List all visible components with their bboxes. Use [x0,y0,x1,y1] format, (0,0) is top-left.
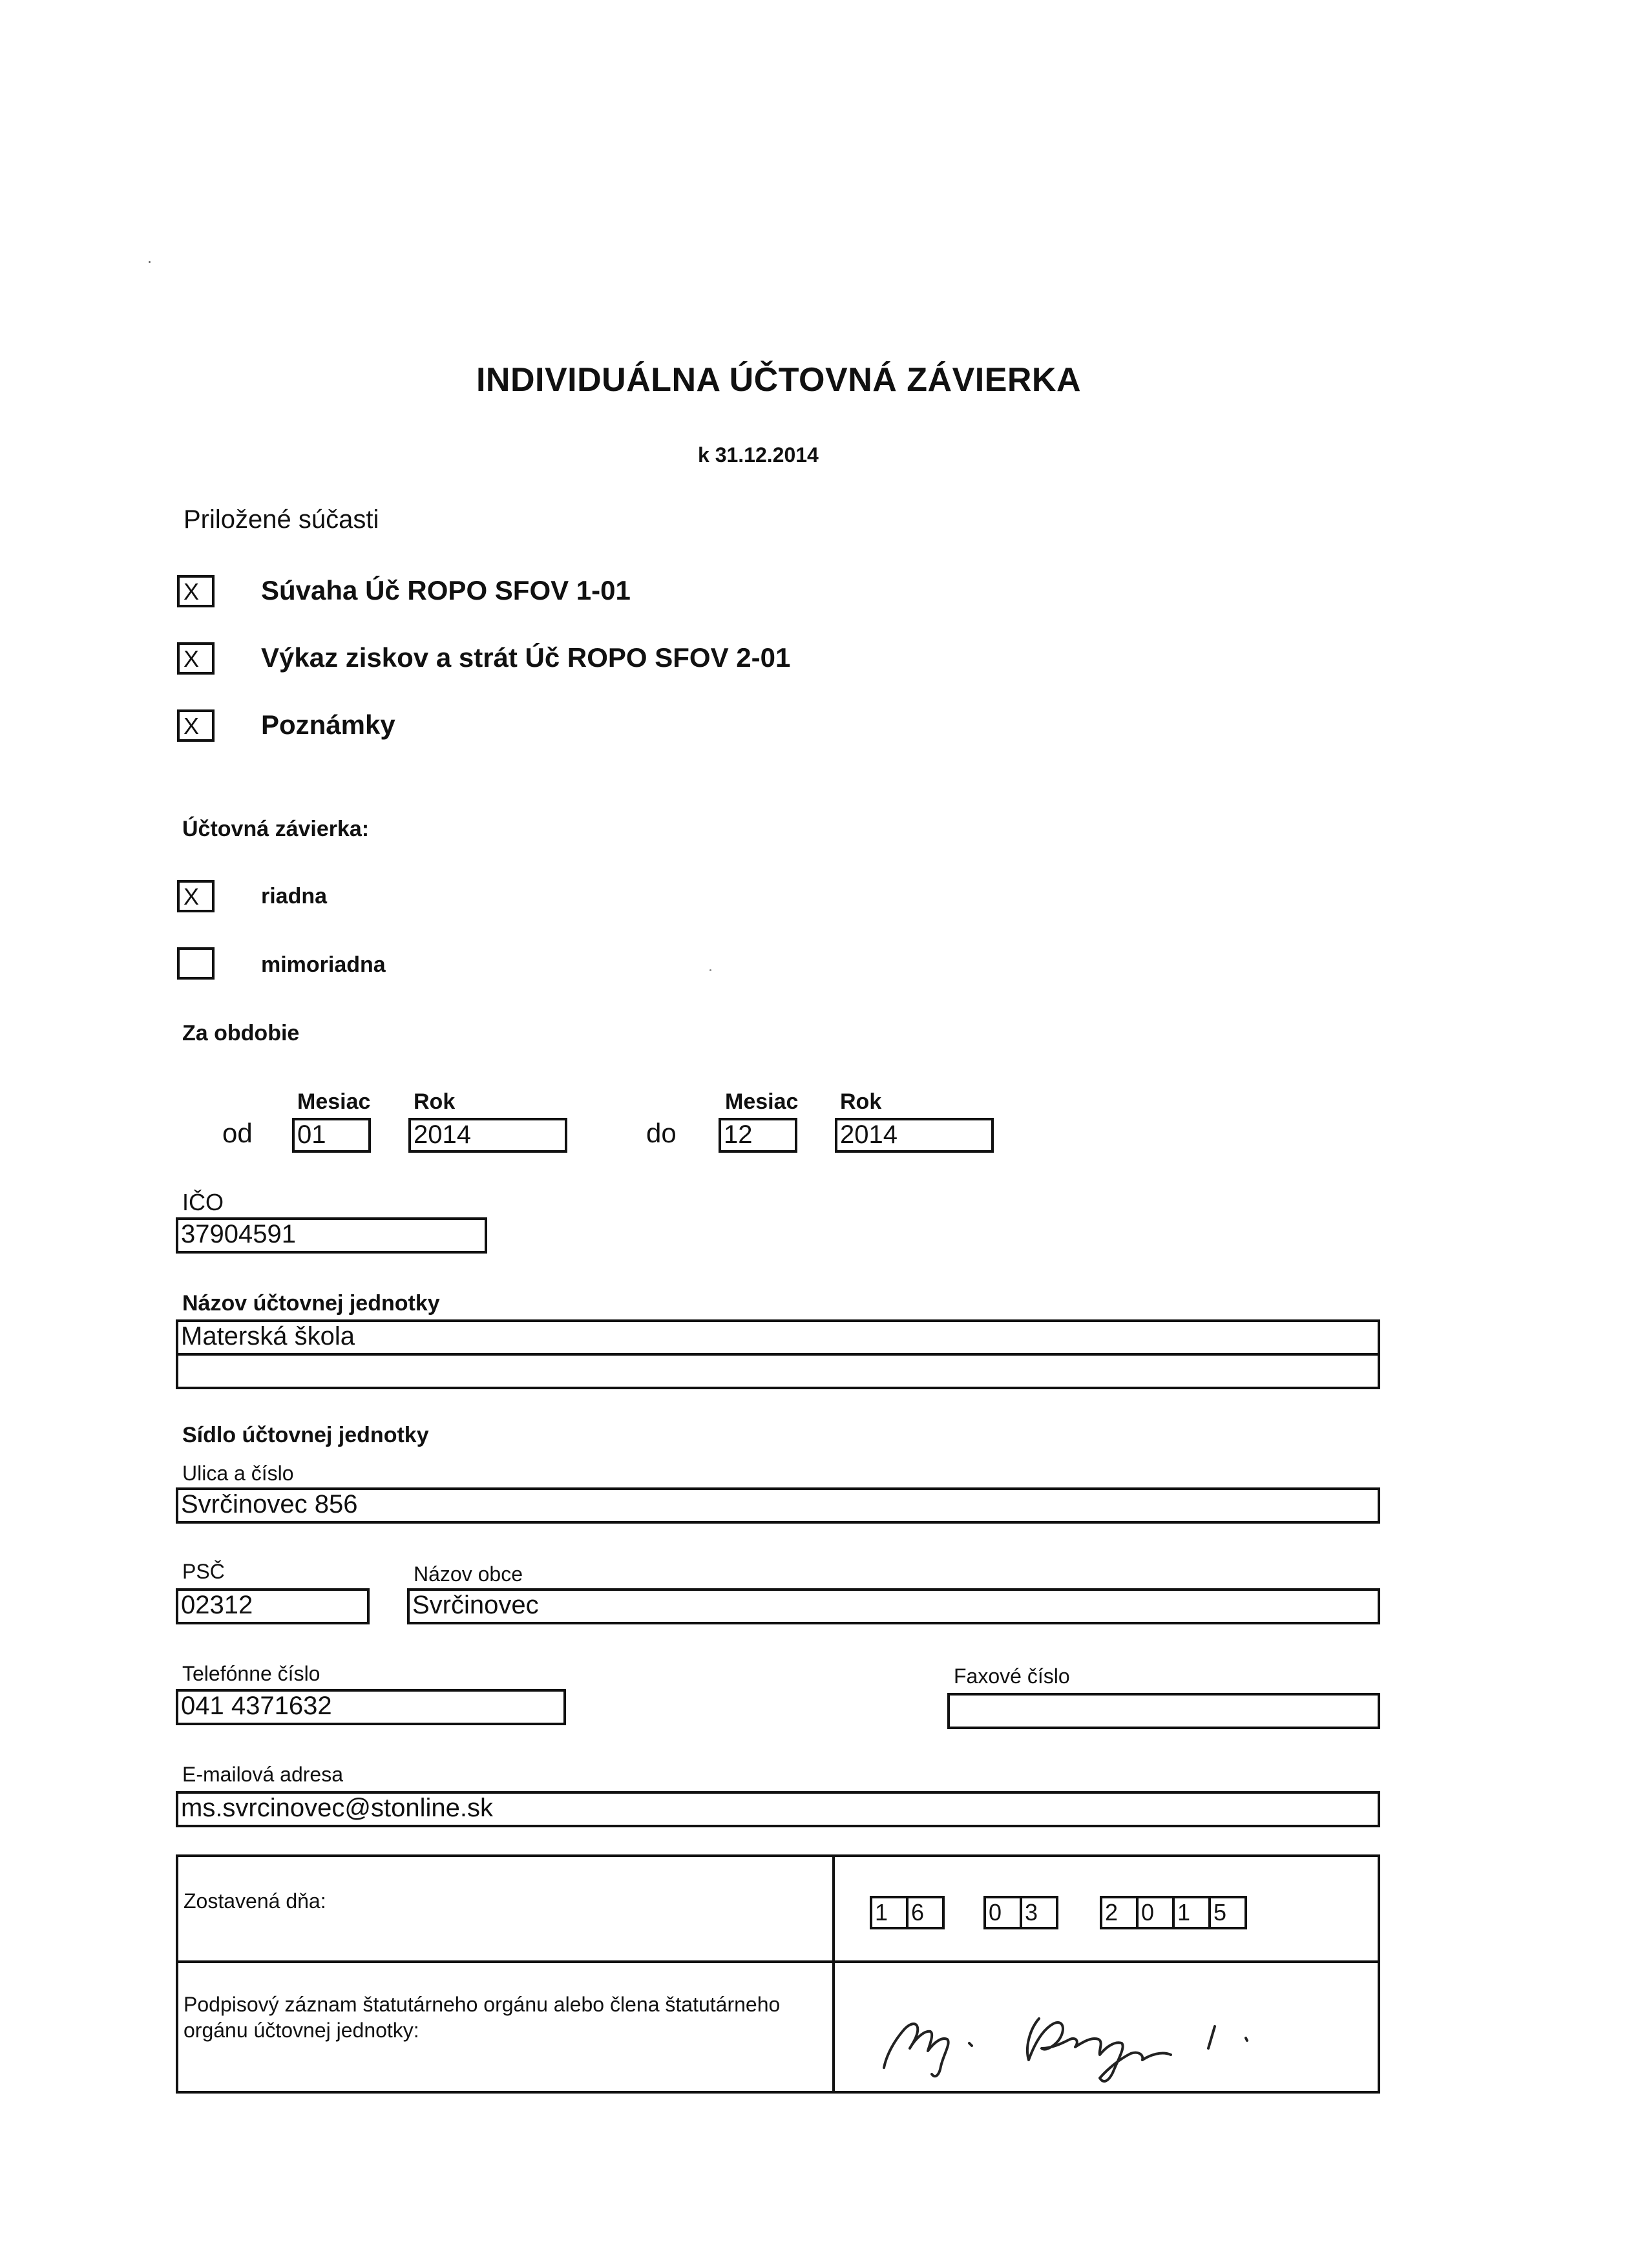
attachment-label-vykaz: Výkaz ziskov a strát Úč ROPO SFOV 2-01 [261,642,791,673]
handwritten-signature [872,1984,1273,2087]
compiled-year-digit-4[interactable]: 5 [1208,1896,1247,1929]
email-label: E-mailová adresa [182,1763,343,1786]
to-month-label: Mesiac [725,1089,799,1114]
compiled-month-digit-2[interactable]: 3 [1020,1896,1058,1929]
phone-field[interactable]: 041 4371632 [176,1689,566,1725]
document-date: k 31.12.2014 [698,443,819,467]
scan-speck [709,969,711,971]
phone-label: Telefónne číslo [182,1662,320,1685]
compiled-day-digit-1[interactable]: 1 [870,1896,909,1929]
compiled-month-digit-1[interactable]: 0 [983,1896,1022,1929]
statement-label-mimoriadna: mimoriadna [261,952,386,977]
address-section-label: Sídlo účtovnej jednotky [182,1423,429,1447]
fax-field[interactable] [947,1693,1380,1729]
statement-label-riadna: riadna [261,884,328,908]
unit-name-line2-field[interactable] [176,1353,1380,1389]
compiled-year-digit-3[interactable]: 1 [1172,1896,1211,1929]
attachment-label-suvaha: Súvaha Úč ROPO SFOV 1-01 [261,575,631,605]
zip-label: PSČ [182,1560,225,1583]
ico-field[interactable]: 37904591 [176,1217,487,1254]
compiled-day-digit-2[interactable]: 6 [906,1896,945,1929]
email-field[interactable]: ms.svrcinovec@stonline.sk [176,1791,1380,1827]
table-divider [832,1857,835,2091]
compiled-label: Zostavená dňa: [184,1889,326,1913]
from-year-field[interactable]: 2014 [408,1118,567,1153]
statement-checkbox-riadna[interactable]: X [177,880,215,912]
city-label: Názov obce [414,1562,523,1586]
attachment-label-poznamky: Poznámky [261,709,395,740]
unit-name-line1-field[interactable]: Materská škola [176,1319,1380,1356]
attachment-checkbox-suvaha[interactable]: X [177,575,215,607]
from-month-label: Mesiac [297,1089,371,1114]
period-to-label: do [646,1118,677,1148]
ico-label: IČO [182,1189,224,1215]
street-label: Ulica a číslo [182,1462,294,1485]
from-year-label: Rok [414,1089,456,1114]
street-field[interactable]: Svrčinovec 856 [176,1487,1380,1524]
city-field[interactable]: Svrčinovec [407,1588,1380,1624]
compiled-year-digit-1[interactable]: 2 [1100,1896,1139,1929]
zip-field[interactable]: 02312 [176,1588,370,1624]
period-from-label: od [222,1118,253,1148]
statement-checkbox-mimoriadna[interactable] [177,947,215,980]
period-label: Za obdobie [182,1021,300,1045]
compiled-year-digit-2[interactable]: 0 [1136,1896,1175,1929]
unit-name-label: Názov účtovnej jednotky [182,1291,440,1316]
attachments-label: Priložené súčasti [184,505,379,534]
attachment-checkbox-poznamky[interactable]: X [177,709,215,742]
to-month-field[interactable]: 12 [719,1118,797,1153]
scan-speck [149,261,151,263]
to-year-field[interactable]: 2014 [835,1118,994,1153]
to-year-label: Rok [840,1089,882,1114]
fax-label: Faxové číslo [954,1664,1070,1688]
attachment-checkbox-vykaz[interactable]: X [177,642,215,675]
from-month-field[interactable]: 01 [292,1118,371,1153]
signature-label: Podpisový záznam štatutárneho orgánu alebo člena štatutárneho orgánu účtovnej jednotky: [184,1993,781,2042]
statement-type-label: Účtovná závierka: [182,817,370,841]
document-title: INDIVIDUÁLNA ÚČTOVNÁ ZÁVIERKA [476,361,1082,399]
